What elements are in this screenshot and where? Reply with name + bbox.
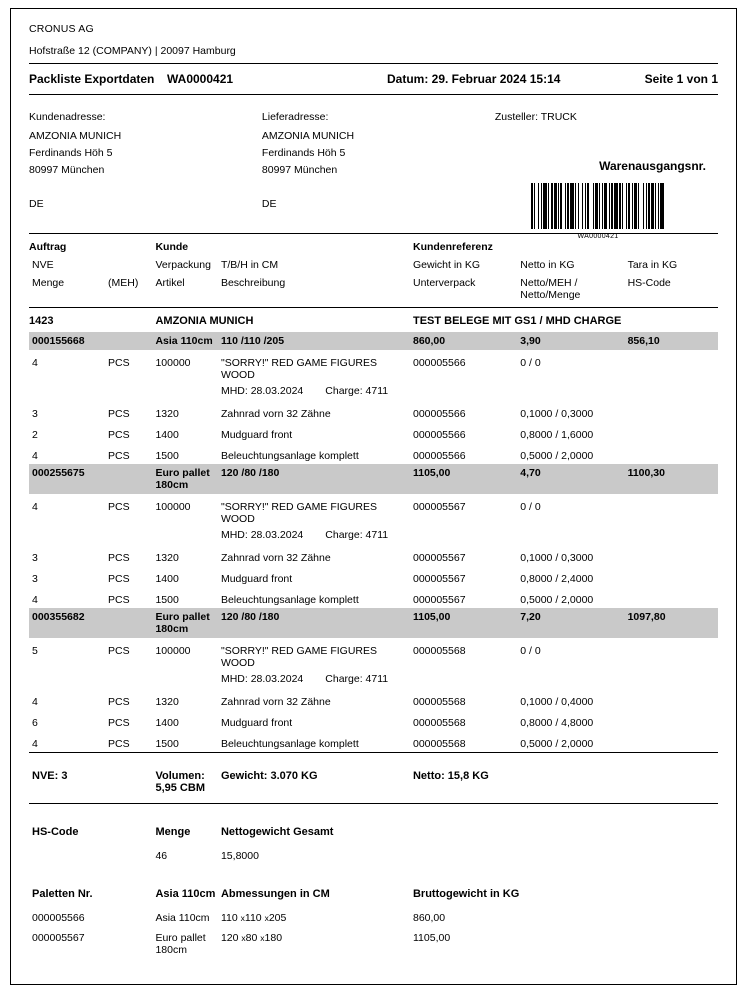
pallet-weight: 1105,00 [412,932,451,944]
table-header-row-3 [29,277,718,308]
th-auftrag: Auftrag [29,241,67,253]
item-batch-row [29,671,718,689]
item-subpack: 000005566 [412,429,466,441]
item-number: 100000 [155,645,191,657]
item-number: 1400 [155,717,179,729]
item-number: 1500 [155,738,179,750]
nve-dims: 120 /80 /180 [221,464,413,494]
pallet-type: Asia 110cm [155,912,210,924]
nve-number: 000355682 [29,608,155,638]
pallet-row [29,928,718,960]
item-row [29,494,718,527]
item-charge: Charge: 4711 [325,673,389,685]
item-subpack: 000005566 [412,357,466,369]
item-row [29,350,718,383]
item-description: Zahnrad vorn 32 Zähne [220,696,331,708]
item-number: 1320 [155,696,179,708]
item-mhd: MHD: 28.03.2024 Charge: 4711 [220,673,389,685]
doc-page: Seite 1 von 1 [644,72,718,86]
th-artikel: Artikel [155,277,185,289]
th-verpackung: Verpackung [155,259,211,271]
item-net-ratio: 0 / 0 [520,501,541,513]
nve-net: 3,90 [520,332,627,350]
pallet-header-nr: Paletten Nr. [32,888,93,900]
item-net-ratio: 0,5000 / 2,0000 [520,450,594,462]
item-hscode [628,545,718,566]
nve-dims: 120 /80 /180 [221,608,413,638]
item-number: 1400 [155,429,179,441]
document-title-bar [29,64,718,94]
item-row [29,443,718,464]
item-hscode [628,566,718,587]
th-tbh: T/B/H in CM [220,259,279,271]
hs-code [29,846,155,866]
delivery-line-1: AMZONIA MUNICH [261,130,355,142]
item-row [29,587,718,608]
table-header-row-2 [29,259,718,277]
barcode-title: Warenausgangsnr. [599,159,706,173]
item-qty: 4 [32,696,38,708]
item-uom: PCS [108,357,130,369]
delivery-address-label: Lieferadresse: [261,111,329,123]
item-qty: 3 [32,573,38,585]
nve-packaging: Euro pallet 180cm [155,608,221,638]
pallet-type: Euro pallet 180cm [155,932,206,956]
th-netto: Netto in KG [520,259,575,271]
item-number: 1320 [155,552,179,564]
item-subpack: 000005568 [412,645,466,657]
item-net-ratio: 0 / 0 [520,357,541,369]
hs-header-qty: Menge [155,826,191,838]
th-meh: (MEH) [108,277,139,289]
pallet-row [29,908,718,928]
item-uom: PCS [108,501,130,513]
document-page [10,8,737,985]
item-hscode [628,401,718,422]
item-uom: PCS [108,645,130,657]
delivery-line-3: 80997 München [261,164,338,176]
th-beschreibung: Beschreibung [220,277,286,289]
total-nve: NVE: 3 [32,770,68,782]
delivery-line-4 [262,179,495,196]
customer-line-4 [29,179,262,196]
item-row [29,731,718,753]
item-description: Beleuchtungsanlage komplett [220,594,359,606]
item-hscode [628,350,718,383]
customer-address-label: Kundenadresse: [29,111,106,123]
th-unterverpack: Unterverpack [412,277,476,289]
pallet-header-dims: Abmessungen in CM [220,888,330,900]
item-net-ratio: 0 / 0 [520,645,541,657]
item-net-ratio: 0,5000 / 2,0000 [520,594,594,606]
item-row [29,710,718,731]
item-subpack: 000005567 [412,501,466,513]
item-description: Beleuchtungsanlage komplett [220,738,359,750]
delivery-address [262,109,495,213]
item-charge: Charge: 4711 [325,385,389,397]
doc-date: Datum: 29. Februar 2024 15:14 [387,72,561,86]
item-qty: 4 [32,450,38,462]
carrier-label: Zusteller: TRUCK [494,111,577,123]
item-uom: PCS [108,573,130,585]
pallet-dims: 110 x110 x205 [220,912,287,924]
th-nve: NVE [32,259,54,271]
item-subpack: 000005568 [412,696,466,708]
item-row [29,689,718,710]
item-qty: 4 [32,594,38,606]
item-description: Mudguard front [220,717,293,729]
item-batch-row [29,527,718,545]
th-hscode: HS-Code [627,277,671,289]
item-number: 1320 [155,408,179,420]
pallet-dims: 120 x80 x180 [220,932,283,944]
item-hscode [628,494,718,527]
nve-tara: 1100,30 [628,464,718,494]
customer-line-2: Ferdinands Höh 5 [29,147,113,159]
th-kunde: Kunde [155,241,189,253]
total-volume: Volumen: 5,95 CBM [155,770,205,794]
th-netto-ratio: Netto/MEH / Netto/Menge [520,277,581,301]
packing-table [29,234,718,960]
item-number: 1400 [155,573,179,585]
th-gewicht: Gewicht in KG [412,259,481,271]
nve-row [29,332,718,350]
th-menge: Menge [32,277,65,289]
nve-row [29,608,718,638]
item-row [29,545,718,566]
item-net-ratio: 0,5000 / 2,0000 [520,738,594,750]
customer-address [29,109,262,213]
item-hscode [628,731,718,753]
item-qty: 2 [32,429,38,441]
nve-number: 000155668 [29,332,155,350]
item-qty: 5 [32,645,38,657]
item-uom: PCS [108,552,130,564]
nve-net: 4,70 [520,464,627,494]
nve-row [29,464,718,494]
nve-packaging: Asia 110cm [155,332,221,350]
hs-net: 15,8000 [220,850,259,862]
th-kundenreferenz: Kundenreferenz [412,241,493,253]
barcode-image [508,183,688,229]
hs-header-code: HS-Code [32,826,79,838]
delivery-line-5: DE [261,198,277,210]
total-weight: Gewicht: 3.070 KG [220,770,318,782]
total-net: Netto: 15,8 KG [412,770,489,782]
pallet-header-type: Asia 110cm [155,888,216,900]
customer-line-3: 80997 München [29,164,105,176]
barcode-label: WA0000421 [577,233,619,240]
pallet-nr: 000005566 [32,912,85,924]
item-net-ratio: 0,8000 / 4,8000 [520,717,594,729]
order-number: 1423 [29,315,54,327]
item-description: Zahnrad vorn 32 Zähne [220,552,331,564]
item-row [29,422,718,443]
item-qty: 3 [32,552,38,564]
customer-line-5: DE [29,198,44,210]
item-number: 1500 [155,450,179,462]
item-description: "SORRY!" RED GAME FIGURES WOOD [220,501,378,525]
item-description: Mudguard front [220,429,293,441]
item-uom: PCS [108,429,130,441]
nve-number: 000255675 [29,464,155,494]
item-net-ratio: 0,1000 / 0,4000 [520,696,594,708]
item-description: Mudguard front [220,573,293,585]
item-number: 100000 [155,501,191,513]
item-uom: PCS [108,738,130,750]
item-number: 100000 [155,357,191,369]
item-net-ratio: 0,8000 / 1,6000 [520,429,594,441]
item-uom: PCS [108,696,130,708]
item-description: "SORRY!" RED GAME FIGURES WOOD [220,357,378,381]
hs-section-header [29,804,718,846]
item-number: 1500 [155,594,179,606]
item-hscode [628,587,718,608]
item-uom: PCS [108,450,130,462]
company-name: CRONUS AG [29,23,94,35]
item-qty: 6 [32,717,38,729]
item-subpack: 000005566 [412,450,466,462]
item-net-ratio: 0,1000 / 0,3000 [520,408,594,420]
nve-tara: 856,10 [628,332,718,350]
item-uom: PCS [108,717,130,729]
pallet-section-header [29,866,718,908]
company-address: Hofstraße 12 (COMPANY) | 20097 Hamburg [29,45,236,57]
item-subpack: 000005568 [412,717,466,729]
pallet-weight: 860,00 [412,912,446,924]
nve-gross: 1105,00 [413,608,520,638]
divider-totals-top [29,753,718,762]
item-subpack: 000005567 [412,573,466,585]
item-description: "SORRY!" RED GAME FIGURES WOOD [220,645,378,669]
order-reference: TEST BELEGE MIT GS1 / MHD CHARGE [412,315,622,327]
hs-header-net: Nettogewicht Gesamt [220,826,334,838]
nve-dims: 110 /110 /205 [221,332,413,350]
item-mhd: MHD: 28.03.2024 Charge: 4711 [220,385,389,397]
item-net-ratio: 0,1000 / 0,3000 [520,552,594,564]
item-subpack: 000005568 [412,738,466,750]
item-qty: 4 [32,357,38,369]
pallet-nr: 000005567 [32,932,85,944]
totals-row [29,761,718,804]
item-hscode [628,443,718,464]
order-row [29,308,718,332]
doc-number: WA0000421 [167,72,234,86]
item-charge: Charge: 4711 [325,529,389,541]
item-hscode [628,638,718,671]
item-uom: PCS [108,594,130,606]
item-description: Zahnrad vorn 32 Zähne [220,408,331,420]
item-uom: PCS [108,408,130,420]
item-batch-row [29,383,718,401]
item-mhd: MHD: 28.03.2024 Charge: 4711 [220,529,389,541]
item-qty: 4 [32,738,38,750]
item-qty: 3 [32,408,38,420]
item-row [29,566,718,587]
item-hscode [628,422,718,443]
nve-tara: 1097,80 [628,608,718,638]
hs-qty: 46 [155,850,168,862]
order-customer: AMZONIA MUNICH [155,315,254,327]
th-tara: Tara in KG [627,259,678,271]
item-subpack: 000005567 [412,594,466,606]
item-hscode [628,710,718,731]
item-subpack: 000005567 [412,552,466,564]
hs-row [29,846,718,866]
item-hscode [628,689,718,710]
delivery-line-2: Ferdinands Höh 5 [261,147,346,159]
nve-gross: 860,00 [413,332,520,350]
pallet-header-weight: Bruttogewicht in KG [412,888,520,900]
item-subpack: 000005566 [412,408,466,420]
nve-net: 7,20 [520,608,627,638]
item-qty: 4 [32,501,38,513]
doc-title: Packliste Exportdaten [29,72,155,86]
nve-gross: 1105,00 [413,464,520,494]
customer-line-1: AMZONIA MUNICH [29,130,122,142]
barcode-block [478,159,718,240]
item-net-ratio: 0,8000 / 2,4000 [520,573,594,585]
nve-packaging: Euro pallet 180cm [155,464,221,494]
item-row [29,638,718,671]
item-description: Beleuchtungsanlage komplett [220,450,359,462]
document-inner [11,9,736,960]
item-row [29,401,718,422]
